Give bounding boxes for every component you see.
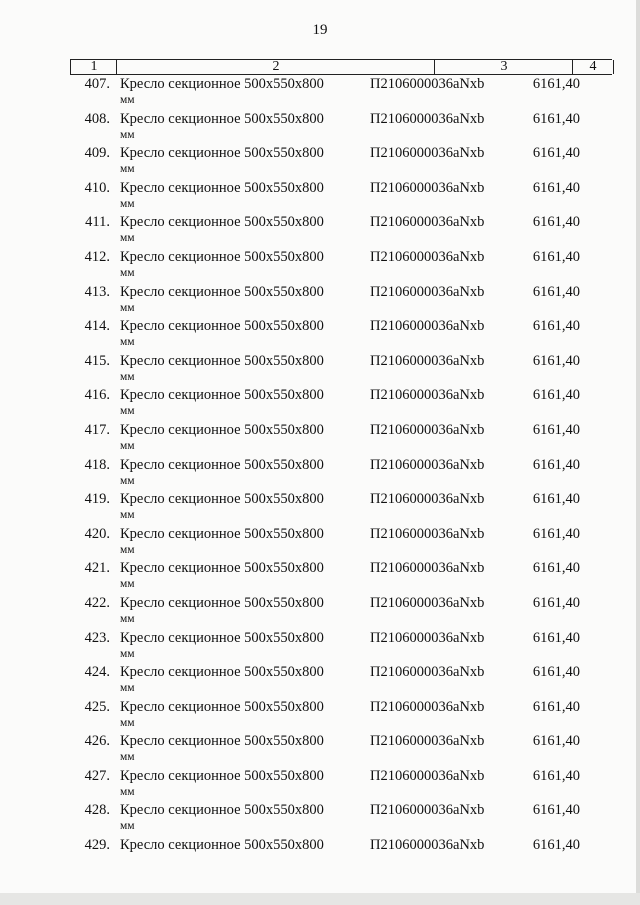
item-price: 6161,40 [532, 179, 580, 196]
row-number: 418. [84, 456, 110, 473]
item-price: 6161,40 [532, 698, 580, 715]
item-price: 6161,40 [532, 802, 580, 819]
item-code: П2106000036aNxb [370, 837, 485, 854]
item-description: Кресло секционное 500х550х800 [120, 145, 324, 162]
table-row [70, 525, 612, 560]
row-number: 425. [84, 698, 110, 715]
item-unit: мм [120, 612, 135, 625]
item-unit: мм [120, 336, 135, 349]
item-description: Кресло секционное 500х550х800 [120, 283, 324, 300]
row-number: 411. [85, 214, 110, 231]
item-code: П2106000036aNxb [370, 421, 485, 438]
item-price: 6161,40 [532, 456, 580, 473]
scan-bottom-shadow [0, 893, 640, 905]
item-description: Кресло секционное 500х550х800 [120, 421, 324, 438]
item-code: П2106000036aNxb [370, 352, 485, 369]
item-price: 6161,40 [532, 145, 580, 162]
header-col-3: 3 [434, 60, 573, 74]
item-description: Кресло секционное 500х550х800 [120, 664, 324, 681]
item-code: П2106000036aNxb [370, 491, 485, 508]
item-code: П2106000036aNxb [370, 767, 485, 784]
item-price: 6161,40 [532, 214, 580, 231]
item-price: 6161,40 [532, 525, 580, 542]
table-row [70, 629, 612, 664]
row-number: 423. [84, 629, 110, 646]
item-unit: мм [120, 94, 135, 106]
item-price: 6161,40 [532, 733, 580, 750]
item-unit: мм [120, 543, 135, 556]
row-number: 410. [84, 179, 110, 196]
table-header [70, 59, 612, 75]
row-number: 416. [84, 387, 110, 404]
item-price: 6161,40 [532, 837, 580, 854]
table-row [70, 248, 612, 283]
item-unit: мм [120, 578, 135, 591]
item-code: П2106000036aNxb [370, 698, 485, 715]
table-row [70, 144, 612, 179]
table-row [70, 836, 612, 871]
item-description: Кресло секционное 500х550х800 [120, 318, 324, 335]
item-description: Кресло секционное 500х550х800 [120, 525, 324, 542]
item-code: П2106000036aNxb [370, 76, 485, 92]
table-row [70, 421, 612, 456]
table-row [70, 732, 612, 767]
item-price: 6161,40 [532, 491, 580, 508]
item-description: Кресло секционное 500х550х800 [120, 76, 324, 92]
item-description: Кресло секционное 500х550х800 [120, 179, 324, 196]
row-number: 407. [84, 76, 110, 92]
item-description: Кресло секционное 500х550х800 [120, 110, 324, 127]
item-code: П2106000036aNxb [370, 664, 485, 681]
row-number: 424. [84, 664, 110, 681]
row-number: 412. [84, 248, 110, 265]
table-row [70, 490, 612, 525]
item-code: П2106000036aNxb [370, 525, 485, 542]
table-row [70, 213, 612, 248]
item-code: П2106000036aNxb [370, 283, 485, 300]
item-description: Кресло секционное 500х550х800 [120, 248, 324, 265]
item-description: Кресло секционное 500х550х800 [120, 214, 324, 231]
item-price: 6161,40 [532, 248, 580, 265]
item-unit: мм [120, 232, 135, 245]
item-description: Кресло секционное 500х550х800 [120, 698, 324, 715]
table-row [70, 179, 612, 214]
item-description: Кресло секционное 500х550х800 [120, 594, 324, 611]
table-row [70, 594, 612, 629]
item-code: П2106000036aNxb [370, 387, 485, 404]
row-number: 409. [84, 145, 110, 162]
item-unit: мм [120, 197, 135, 210]
item-code: П2106000036aNxb [370, 560, 485, 577]
item-code: П2106000036aNxb [370, 145, 485, 162]
item-price: 6161,40 [532, 664, 580, 681]
item-price: 6161,40 [532, 318, 580, 335]
item-price: 6161,40 [532, 767, 580, 784]
row-number: 428. [84, 802, 110, 819]
item-unit: мм [120, 716, 135, 729]
item-code: П2106000036aNxb [370, 802, 485, 819]
row-number: 421. [84, 560, 110, 577]
item-price: 6161,40 [532, 387, 580, 404]
item-description: Кресло секционное 500х550х800 [120, 352, 324, 369]
table-row [70, 559, 612, 594]
row-number: 415. [84, 352, 110, 369]
item-price: 6161,40 [532, 76, 580, 92]
item-description: Кресло секционное 500х550х800 [120, 387, 324, 404]
page-number: 19 [312, 22, 328, 38]
table-row [70, 767, 612, 802]
item-price: 6161,40 [532, 352, 580, 369]
item-unit: мм [120, 474, 135, 487]
item-price: 6161,40 [532, 629, 580, 646]
table-body [70, 75, 612, 871]
table-row [70, 352, 612, 387]
items-table [70, 59, 612, 871]
item-price: 6161,40 [532, 594, 580, 611]
item-unit: мм [120, 682, 135, 695]
table-row [70, 317, 612, 352]
item-unit: мм [120, 128, 135, 141]
item-unit: мм [120, 439, 135, 452]
row-number: 413. [84, 283, 110, 300]
item-code: П2106000036aNxb [370, 629, 485, 646]
item-unit: мм [120, 785, 135, 798]
item-code: П2106000036aNxb [370, 318, 485, 335]
table-row [70, 75, 612, 110]
item-code: П2106000036aNxb [370, 248, 485, 265]
row-number: 426. [84, 733, 110, 750]
item-unit: мм [120, 301, 135, 314]
table-row [70, 386, 612, 421]
item-description: Кресло секционное 500х550х800 [120, 802, 324, 819]
item-description: Кресло секционное 500х550х800 [120, 629, 324, 646]
row-number: 420. [84, 525, 110, 542]
item-unit: мм [120, 405, 135, 418]
item-description: Кресло секционное 500х550х800 [120, 560, 324, 577]
table-row [70, 110, 612, 145]
item-unit: мм [120, 751, 135, 764]
item-unit: мм [120, 647, 135, 660]
row-number: 417. [84, 421, 110, 438]
item-description: Кресло секционное 500х550х800 [120, 456, 324, 473]
row-number: 408. [84, 110, 110, 127]
item-price: 6161,40 [532, 110, 580, 127]
row-number: 422. [84, 594, 110, 611]
table-row [70, 698, 612, 733]
header-col-1: 1 [70, 60, 117, 74]
table-row [70, 456, 612, 491]
item-description: Кресло секционное 500х550х800 [120, 491, 324, 508]
item-unit: мм [120, 820, 135, 833]
item-description: Кресло секционное 500х550х800 [120, 837, 324, 854]
scan-edge-shadow [636, 0, 640, 905]
item-price: 6161,40 [532, 283, 580, 300]
row-number: 419. [84, 491, 110, 508]
item-unit: мм [120, 266, 135, 279]
row-number: 427. [84, 767, 110, 784]
item-code: П2106000036aNxb [370, 594, 485, 611]
header-col-2: 2 [116, 60, 435, 74]
table-row [70, 283, 612, 318]
item-code: П2106000036aNxb [370, 179, 485, 196]
item-code: П2106000036aNxb [370, 110, 485, 127]
row-number: 429. [84, 837, 110, 854]
table-row [70, 663, 612, 698]
item-description: Кресло секционное 500х550х800 [120, 733, 324, 750]
item-description: Кресло секционное 500х550х800 [120, 767, 324, 784]
item-unit: мм [120, 163, 135, 176]
item-code: П2106000036aNxb [370, 456, 485, 473]
row-number: 414. [84, 318, 110, 335]
item-code: П2106000036aNxb [370, 214, 485, 231]
table-row [70, 801, 612, 836]
header-col-4: 4 [572, 60, 614, 74]
item-unit: мм [120, 370, 135, 383]
item-price: 6161,40 [532, 560, 580, 577]
item-code: П2106000036aNxb [370, 733, 485, 750]
item-unit: мм [120, 509, 135, 522]
item-price: 6161,40 [532, 421, 580, 438]
